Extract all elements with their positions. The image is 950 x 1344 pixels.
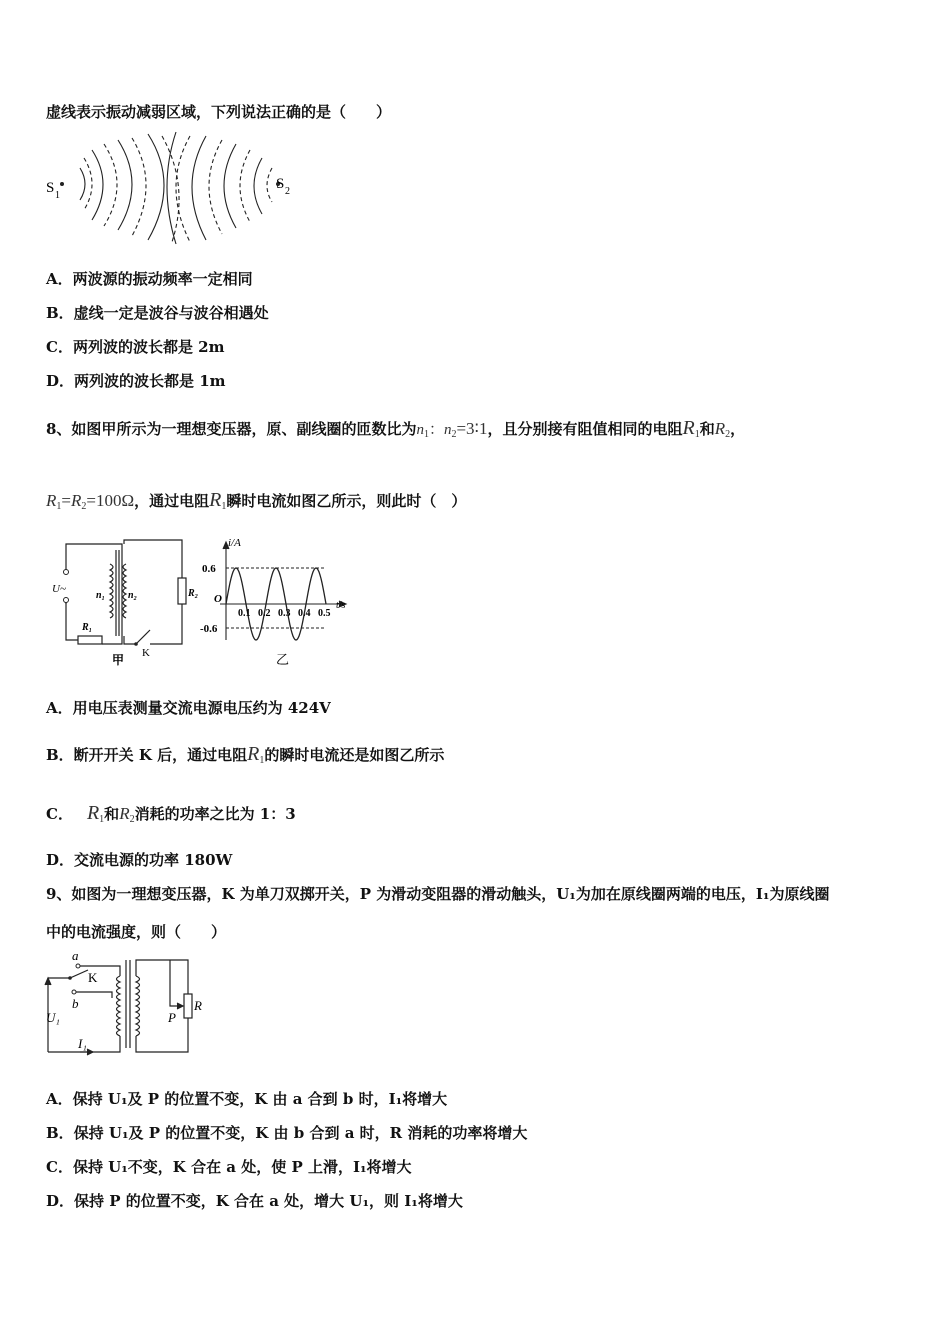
q8-stem-a: 8、如图甲所示为一理想变压器，原、副线圈的匝数比为 <box>46 420 417 438</box>
q8-stem-line1 <box>46 418 745 445</box>
x-tick-label: 0.3 <box>278 608 291 619</box>
switch-k-label: K <box>88 970 98 985</box>
q7-option-b: B．虚线一定是波谷与波谷相遇处 <box>46 304 269 322</box>
r2-symbol: R <box>714 419 726 438</box>
ratio-colon: ： <box>428 422 444 438</box>
r1-label: R₁ <box>82 622 93 633</box>
n2-sub: 2 <box>451 429 457 440</box>
r2-label: R₂ <box>188 588 199 599</box>
s2-label: S <box>276 176 285 192</box>
r1-symbol-4: R <box>86 802 100 824</box>
r2-symbol-2: R <box>119 804 130 823</box>
s2-sub: 2 <box>285 186 290 197</box>
y-min-label: -0.6 <box>200 623 218 635</box>
n2-label: n₂ <box>128 590 138 601</box>
r1-symbol: R <box>682 417 695 439</box>
n2-symbol: n <box>443 422 452 438</box>
q9-option-c: C．保持 U₁不变，K 合在 a 处，使 P 上滑，I₁将增大 <box>46 1158 412 1176</box>
eq-mid: = <box>61 491 71 510</box>
q9-option-b: B．保持 U₁及 P 的位置不变，K 由 b 合到 a 时，R 消耗的功率将增大 <box>46 1124 528 1142</box>
q8-option-c <box>46 803 296 830</box>
q8-figure-yi <box>200 536 360 672</box>
k-label: K <box>142 647 150 659</box>
q9-stem-line1: 9、如图为一理想变压器，K 为单刀双掷开关，P 为滑动变阻器的滑动触头，U₁为加在原线圈两端的电压，I₁为原线圈 <box>46 885 830 903</box>
r1-sub: 1 <box>694 429 700 440</box>
x-tick-label: 0.2 <box>258 608 271 619</box>
terminal-b-label: b <box>72 996 79 1011</box>
q8-stem-d: 瞬时电流如图乙所示，则此时（ ） <box>226 492 467 510</box>
resistor-r-label: R <box>194 998 202 1013</box>
y-axis-label: i/A <box>228 537 241 549</box>
q8-option-c-and: 和 <box>104 805 120 823</box>
r1-symbol-3: R <box>247 743 260 765</box>
comma: ， <box>730 420 746 438</box>
r2-sub: 2 <box>725 429 731 440</box>
y-max-label: 0.6 <box>202 563 216 575</box>
and-word: 和 <box>699 420 715 438</box>
q7-option-a: A．两波源的振动频率一定相同 <box>46 270 253 288</box>
q8-figure-jia <box>50 540 200 668</box>
q8-option-b-text2: 的瞬时电流还是如图乙所示 <box>264 746 445 764</box>
q9-stem-line2: 中的电流强度，则（ ） <box>46 923 227 941</box>
q7-option-c: C．两列波的波长都是 2m <box>46 338 225 356</box>
q8-option-c-text1: C． <box>46 805 73 823</box>
x-axis-label: t/s <box>336 600 346 611</box>
q8-stem-c: ，通过电阻 <box>134 492 210 510</box>
q8-option-c-text3: 消耗的功率之比为 1：3 <box>134 805 296 823</box>
eq-r2-sub: 2 <box>81 501 87 512</box>
q9-figure <box>40 948 220 1060</box>
s1-label: S <box>46 180 55 196</box>
q8-stem-b: ，且分别接有阻值相同的电阻 <box>487 420 683 438</box>
n1-label: n₁ <box>96 590 106 601</box>
eq-r1-sub: 1 <box>56 501 62 512</box>
q9-option-a: A．保持 U₁及 P 的位置不变，K 由 a 合到 b 时，I₁将增大 <box>46 1090 448 1108</box>
q7-wave-figure <box>40 130 300 248</box>
slider-p-label: P <box>168 1010 176 1025</box>
origin-label: O <box>214 593 222 605</box>
r1-sub-3: 1 <box>259 755 265 766</box>
q8-option-a: A．用电压表测量交流电源电压约为 424V <box>46 699 331 717</box>
eq-value: =100Ω <box>86 491 135 510</box>
u1-label: U₁ <box>46 1010 60 1025</box>
caption-jia: 甲 <box>112 653 125 667</box>
q8-option-d: D．交流电源的功率 180W <box>46 851 233 869</box>
terminal-a-label: a <box>72 948 79 963</box>
eq-r1: R <box>46 491 57 510</box>
q8-option-b-text1: B．断开开关 K 后，通过电阻 <box>46 746 248 764</box>
r2-sub-2: 2 <box>129 814 135 825</box>
q8-stem-line2 <box>46 490 466 517</box>
q7-stem: 虚线表示振动减弱区域，下列说法正确的是（ ） <box>46 103 392 121</box>
q9-option-d: D．保持 P 的位置不变，K 合在 a 处，增大 U₁，则 I₁将增大 <box>46 1192 463 1210</box>
r1-sub-4: 1 <box>99 814 105 825</box>
r1-symbol-2: R <box>209 489 222 511</box>
u-label: U~ <box>52 583 66 595</box>
q7-option-d: D．两列波的波长都是 1m <box>46 372 226 390</box>
n1-symbol: n <box>416 422 424 438</box>
caption-yi: 乙 <box>276 652 290 667</box>
x-tick-label: 0.1 <box>238 608 251 619</box>
s1-sub: 1 <box>55 190 60 201</box>
ratio-value: =3∶1 <box>456 419 488 438</box>
x-tick-label: 0.4 <box>298 608 311 619</box>
q8-option-b <box>46 744 444 771</box>
i1-label: I₁ <box>78 1036 87 1051</box>
n1-sub: 1 <box>423 429 429 440</box>
r1-sub-2: 1 <box>221 501 227 512</box>
eq-r2: R <box>70 491 82 510</box>
x-tick-label: 0.5 <box>318 608 331 619</box>
